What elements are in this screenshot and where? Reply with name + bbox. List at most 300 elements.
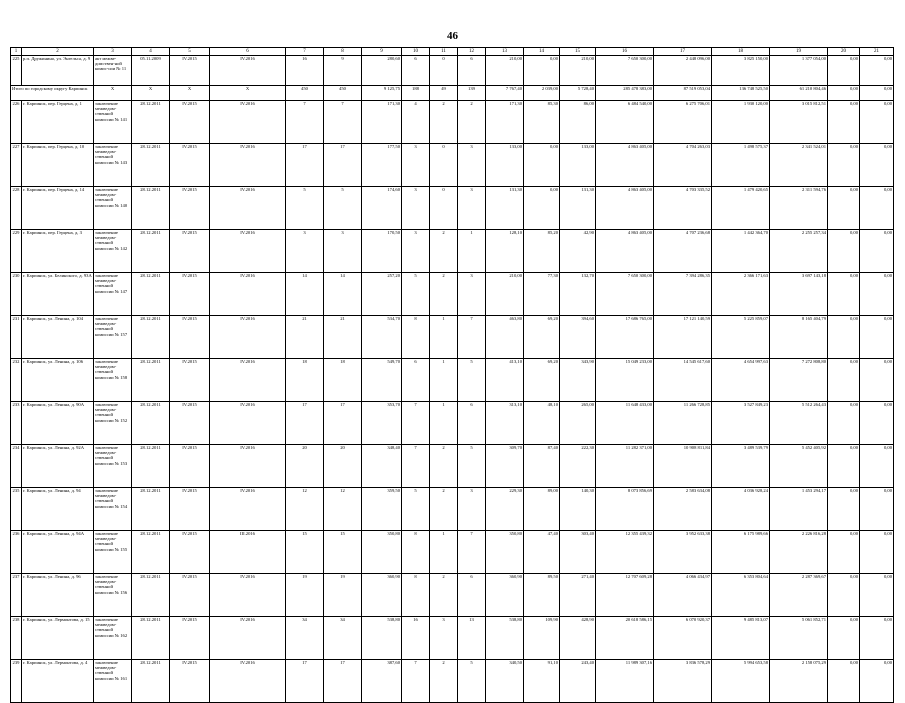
column-number-header: 14 <box>524 48 560 56</box>
table-cell: 171,30 <box>486 101 524 144</box>
table-cell: 7 <box>458 531 486 574</box>
table-cell: г. Карпинск, ул. Ленина, д. 96 <box>22 574 94 617</box>
table-cell: 0,00 <box>828 359 860 402</box>
table-cell: 237 <box>11 574 22 617</box>
table-cell: 17 <box>324 144 362 187</box>
table-cell: 6 <box>458 56 486 86</box>
table-cell: 4 654 997,63 <box>712 359 770 402</box>
table-cell: 340,50 <box>486 660 524 703</box>
table-cell: 243,40 <box>560 660 596 703</box>
table-cell: 0,00 <box>860 273 894 316</box>
table-cell: IV.2016 <box>210 359 286 402</box>
table-cell: 34 <box>324 617 362 660</box>
table-cell: 21 <box>324 316 362 359</box>
table-cell: 4 066 434,97 <box>654 574 712 617</box>
table-cell: 350,80 <box>362 531 402 574</box>
table-cell: 171,30 <box>362 101 402 144</box>
table-cell: 86,00 <box>560 101 596 144</box>
table-cell: 17 <box>324 402 362 445</box>
table-cell: г. Карпинск, ул. Ленина, д. 94А <box>22 531 94 574</box>
table-cell: 3 825 150,00 <box>712 56 770 86</box>
table-cell: 0,00 <box>828 56 860 86</box>
table-cell: 5 994 653,58 <box>712 660 770 703</box>
table-cell: 2 <box>430 101 458 144</box>
table-cell: 28.12.2011 <box>132 488 170 531</box>
table-cell: 0,00 <box>828 402 860 445</box>
table-cell: 16 <box>286 56 324 86</box>
table-cell: заключение межведом-ственной комиссии № 155 <box>94 531 132 574</box>
table-cell: г. Карпинск, пер. Герцена, д. 14 <box>22 187 94 230</box>
table-cell: 19 <box>324 574 362 617</box>
column-number-header: 12 <box>458 48 486 56</box>
table-cell: 5 <box>324 187 362 230</box>
table-cell: 227 <box>11 144 22 187</box>
table-cell: 0,00 <box>828 488 860 531</box>
table-cell: 2 <box>430 445 458 488</box>
table-cell: 15 <box>286 531 324 574</box>
table-cell: 10 908 811,84 <box>654 445 712 488</box>
table-cell: 131,30 <box>560 187 596 230</box>
table-cell: 538,80 <box>362 617 402 660</box>
column-number-header: 18 <box>712 48 770 56</box>
table-cell: 28.12.2011 <box>132 316 170 359</box>
table-cell: 85,20 <box>524 230 560 273</box>
table-cell: заключение межведом-ственной комиссии № 154 <box>94 488 132 531</box>
table-cell: 0,00 <box>524 187 560 230</box>
table-cell: 3 836 578,29 <box>654 660 712 703</box>
table-cell: IV.2015 <box>170 101 210 144</box>
table-cell: 11 282 371,00 <box>596 445 654 488</box>
table-cell: 18 <box>324 359 362 402</box>
table-cell: 0,00 <box>828 230 860 273</box>
table-cell: IV.2016 <box>210 445 286 488</box>
table-cell: заключение межведом-ственной комиссии № 158 <box>94 359 132 402</box>
table-cell: г. Карпинск, ул. Лермонтова, д. 4 <box>22 660 94 703</box>
table-cell: 8 <box>402 574 430 617</box>
table-cell: 0,00 <box>828 445 860 488</box>
table-cell: заключение межведом-ственной комиссии № 147 <box>94 273 132 316</box>
table-cell: 6 175 989,66 <box>712 531 770 574</box>
table-cell: 16 <box>402 617 430 660</box>
table-cell: заключение межведом-ственной комиссии № 156 <box>94 574 132 617</box>
table-cell: 9 <box>324 56 362 86</box>
table-row <box>11 144 894 187</box>
table-cell: 210,00 <box>486 56 524 86</box>
table-cell: 28.12.2011 <box>132 531 170 574</box>
table-cell: 0,00 <box>828 574 860 617</box>
total-cell: 0,00 <box>860 86 894 101</box>
table-cell: 226 <box>11 101 22 144</box>
table-cell: 133,00 <box>560 144 596 187</box>
table-cell: 11 989 307,16 <box>596 660 654 703</box>
table-cell: г. Карпинск, пер. Герцена, д. 1 <box>22 101 94 144</box>
total-cell: X <box>94 86 132 101</box>
table-cell: заключение межведом-ственной комиссии № 142 <box>94 230 132 273</box>
table-cell: 77,30 <box>524 273 560 316</box>
table-body <box>11 56 894 703</box>
table-cell: 0,00 <box>860 531 894 574</box>
total-cell: 0,00 <box>828 86 860 101</box>
table-cell: 14 <box>324 273 362 316</box>
table-cell: IV.2016 <box>210 402 286 445</box>
table-cell: 2 311 594,76 <box>770 187 828 230</box>
table-cell: 359,50 <box>362 488 402 531</box>
table-cell: 2 <box>430 660 458 703</box>
table-cell: IV.2015 <box>170 56 210 86</box>
table-cell: 7 <box>402 660 430 703</box>
table-cell: 12 <box>286 488 324 531</box>
table-row <box>11 660 894 703</box>
table-cell: 428,90 <box>560 617 596 660</box>
table-cell: 2 366 171,63 <box>712 273 770 316</box>
column-number-header: 4 <box>132 48 170 56</box>
table-cell: 140,30 <box>560 488 596 531</box>
table-cell: 28.12.2011 <box>132 144 170 187</box>
table-cell: 0,00 <box>860 101 894 144</box>
table-cell: 3 952 633,38 <box>654 531 712 574</box>
table-cell: 0,00 <box>828 101 860 144</box>
table-cell: IV.2015 <box>170 574 210 617</box>
table-cell: 19 <box>286 574 324 617</box>
table-cell: 0,00 <box>828 617 860 660</box>
table-row <box>11 56 894 86</box>
total-cell: 139 <box>458 86 486 101</box>
table-cell: 1 442 364,70 <box>712 230 770 273</box>
table-cell: 128,10 <box>486 230 524 273</box>
table-cell: IV.2015 <box>170 531 210 574</box>
table-cell: 1 453 294,17 <box>770 488 828 531</box>
total-cell: 188 <box>402 86 430 101</box>
table-cell: 394,60 <box>560 316 596 359</box>
page-number: 46 <box>447 30 458 42</box>
table-cell: 0,00 <box>828 144 860 187</box>
table-row <box>11 617 894 660</box>
table-cell: 28.12.2011 <box>132 445 170 488</box>
table-cell: 3 <box>458 488 486 531</box>
table-cell: 2 <box>430 230 458 273</box>
total-label: Итого по городскому округу Карпинск <box>11 86 94 101</box>
table-cell: 343,90 <box>560 359 596 402</box>
table-cell: 91,10 <box>524 660 560 703</box>
table-cell: 8 <box>402 531 430 574</box>
table-cell: 109,90 <box>524 617 560 660</box>
total-cell: 9 125,75 <box>362 86 402 101</box>
table-cell: 131,30 <box>486 187 524 230</box>
table-cell: 34 <box>286 617 324 660</box>
column-number-header: 7 <box>286 48 324 56</box>
table-cell: 7 <box>286 101 324 144</box>
table-cell: 4 707 236,68 <box>654 230 712 273</box>
table-cell: 2 287 369,67 <box>770 574 828 617</box>
table-cell: III.2016 <box>210 531 286 574</box>
table-cell: 0,00 <box>860 574 894 617</box>
table-cell: 210,00 <box>486 273 524 316</box>
table-cell: 15 <box>324 531 362 574</box>
table-cell: 21 <box>286 316 324 359</box>
table-cell: 12 <box>324 488 362 531</box>
table-cell: 3 <box>430 617 458 660</box>
table-cell: 0,00 <box>860 617 894 660</box>
table-cell: 17 121 140,59 <box>654 316 712 359</box>
table-cell: IV.2016 <box>210 101 286 144</box>
table-cell: заключение межведом-ственной комиссии № 143 <box>94 144 132 187</box>
table-cell: 28.12.2011 <box>132 574 170 617</box>
column-number-header: 9 <box>362 48 402 56</box>
table-cell: 413,10 <box>486 359 524 402</box>
table-cell: г. Карпинск, ул. Ленина, д. 104 <box>22 316 94 359</box>
table-cell: 0,00 <box>828 660 860 703</box>
table-cell: 2 583 634,08 <box>654 488 712 531</box>
table-cell: 235 <box>11 488 22 531</box>
column-number-header: 6 <box>210 48 286 56</box>
table-cell: 303,40 <box>560 531 596 574</box>
table-cell: 1 <box>430 316 458 359</box>
table-cell: 0,00 <box>828 273 860 316</box>
table-cell: IV.2015 <box>170 316 210 359</box>
table-cell: 238 <box>11 617 22 660</box>
total-cell: 87 519 053,04 <box>654 86 712 101</box>
table-cell: 12 707 609,28 <box>596 574 654 617</box>
table-cell: г. Карпинск, ул. Лермонтова, д. 15 <box>22 617 94 660</box>
table-cell: 4 863 405,00 <box>596 144 654 187</box>
table-cell: г. Карпинск, ул. Ленина, д. 92А <box>22 445 94 488</box>
table-cell: 7 650 300,00 <box>596 273 654 316</box>
table-cell: 0,00 <box>828 316 860 359</box>
table-cell: 05.11.2009 <box>132 56 170 86</box>
table-cell: 17 <box>286 402 324 445</box>
total-cell: X <box>132 86 170 101</box>
table-cell: 222,30 <box>560 445 596 488</box>
table-cell: 6 353 804,64 <box>712 574 770 617</box>
table-cell: 85,30 <box>524 101 560 144</box>
table-cell: IV.2016 <box>210 230 286 273</box>
table-cell: 360,90 <box>362 574 402 617</box>
table-cell: 233 <box>11 402 22 445</box>
total-cell: 2 039,00 <box>524 86 560 101</box>
table-row <box>11 574 894 617</box>
table-cell: заключение межведом-ственной комиссии № 153 <box>94 445 132 488</box>
table-cell: г. Карпинск, пер. Герцена, д. 10 <box>22 144 94 187</box>
table-cell: 7 <box>324 101 362 144</box>
table-cell: 14 545 617,60 <box>654 359 712 402</box>
table-cell: IV.2016 <box>210 617 286 660</box>
table-cell: 0,00 <box>860 402 894 445</box>
table-cell: 28.12.2011 <box>132 273 170 316</box>
table-cell: 7 <box>402 445 430 488</box>
table-cell: 28.12.2011 <box>132 101 170 144</box>
housing-register-table <box>10 47 894 703</box>
table-cell: IV.2016 <box>210 488 286 531</box>
table-cell: 350,80 <box>486 531 524 574</box>
table-cell: 1 377 054,00 <box>770 56 828 86</box>
table-cell: 28.12.2011 <box>132 230 170 273</box>
table-row <box>11 488 894 531</box>
table-cell: 7 272 808,80 <box>770 359 828 402</box>
table-cell: 0 <box>430 187 458 230</box>
table-cell: IV.2015 <box>170 488 210 531</box>
total-cell: X <box>210 86 286 101</box>
table-cell: г. Карпинск, ул. Ленина, д. 94 <box>22 488 94 531</box>
table-cell: 0,00 <box>524 56 560 86</box>
table-cell: 549,70 <box>362 359 402 402</box>
table-cell: 28.12.2011 <box>132 617 170 660</box>
table-cell: 133,00 <box>486 144 524 187</box>
table-cell: 48,10 <box>524 402 560 445</box>
table-cell: 5 <box>458 660 486 703</box>
table-cell: IV.2016 <box>210 273 286 316</box>
column-number-header: 13 <box>486 48 524 56</box>
table-cell: 5 <box>286 187 324 230</box>
table-cell: 360,90 <box>486 574 524 617</box>
table-cell: 353,70 <box>362 402 402 445</box>
table-cell: 232 <box>11 359 22 402</box>
column-number-header: 21 <box>860 48 894 56</box>
table-cell: 4 863 405,00 <box>596 230 654 273</box>
table-cell: 3 489 539,79 <box>712 445 770 488</box>
table-row <box>11 359 894 402</box>
table-cell: 4 036 928,24 <box>712 488 770 531</box>
table-cell: 4 704 263,03 <box>654 144 712 187</box>
table-cell: 17 <box>324 660 362 703</box>
table-cell: 7 <box>458 316 486 359</box>
table-row <box>11 316 894 359</box>
table-cell: 2 <box>458 101 486 144</box>
table-row <box>11 445 894 488</box>
table-cell: 69,20 <box>524 316 560 359</box>
table-cell: IV.2015 <box>170 273 210 316</box>
table-cell: 0,00 <box>860 316 894 359</box>
table-cell: 17 686 765,00 <box>596 316 654 359</box>
table-cell: 1 <box>430 402 458 445</box>
table-cell: 3 <box>402 144 430 187</box>
table-cell: 6 <box>402 56 430 86</box>
column-number-header: 16 <box>596 48 654 56</box>
total-cell: 450 <box>324 86 362 101</box>
table-cell: 1 <box>430 359 458 402</box>
table-cell: заключение межведом-ственной комиссии № 140 <box>94 187 132 230</box>
table-cell: 0,00 <box>860 187 894 230</box>
table-cell: IV.2016 <box>210 574 286 617</box>
table-cell: IV.2015 <box>170 617 210 660</box>
table-cell: 0,00 <box>860 359 894 402</box>
table-cell: 170,50 <box>362 230 402 273</box>
table-cell: 0,00 <box>860 445 894 488</box>
table-cell: 236 <box>11 531 22 574</box>
table-cell: 3 <box>402 187 430 230</box>
table-row <box>11 531 894 574</box>
table-cell: 0 <box>430 144 458 187</box>
table-cell: 6 <box>402 359 430 402</box>
table-cell: 17 <box>286 660 324 703</box>
column-number-header: 11 <box>430 48 458 56</box>
table-cell: 534,70 <box>362 316 402 359</box>
table-cell: 229,30 <box>486 488 524 531</box>
table-cell: 2 255 257,34 <box>770 230 828 273</box>
table-cell: 89,00 <box>524 488 560 531</box>
table-cell: 7 650 300,00 <box>596 56 654 86</box>
table-cell: 20 618 586,15 <box>596 617 654 660</box>
column-number-header: 8 <box>324 48 362 56</box>
table-cell: 271,40 <box>560 574 596 617</box>
table-cell: 1 479 420,65 <box>712 187 770 230</box>
table-cell: IV.2016 <box>210 144 286 187</box>
table-cell: 13 <box>458 617 486 660</box>
table-cell: 463,80 <box>486 316 524 359</box>
total-cell: 450 <box>286 86 324 101</box>
table-cell: заключение межведом-ственной комиссии № 161 <box>94 660 132 703</box>
table-row <box>11 402 894 445</box>
table-cell: 11 648 433,00 <box>596 402 654 445</box>
table-cell: 20 <box>286 445 324 488</box>
table-cell: IV.2015 <box>170 402 210 445</box>
table-cell: 47,40 <box>524 531 560 574</box>
table-row <box>11 230 894 273</box>
table-cell: 132,70 <box>560 273 596 316</box>
table-cell: 2 158 075,29 <box>770 660 828 703</box>
table-cell: 28.12.2011 <box>132 660 170 703</box>
table-cell: заключение межведом-ственной комиссии № 141 <box>94 101 132 144</box>
table-cell: 0,00 <box>828 531 860 574</box>
table-cell: 5 512 264,43 <box>770 402 828 445</box>
column-number-header: 5 <box>170 48 210 56</box>
table-cell: заключение межведом-ственной комиссии № 152 <box>94 402 132 445</box>
table-cell: 210,00 <box>560 56 596 86</box>
table-cell: акт межве-домствен-ной комис-сии № 11 <box>94 56 132 86</box>
table-cell: 3 527 849,23 <box>712 402 770 445</box>
table-cell: 3 015 812,51 <box>770 101 828 144</box>
table-cell: 0,00 <box>860 56 894 86</box>
table-cell: 2 <box>430 488 458 531</box>
table-cell: IV.2015 <box>170 187 210 230</box>
column-number-header: 3 <box>94 48 132 56</box>
table-cell: 2 <box>430 574 458 617</box>
table-cell: 5 061 852,71 <box>770 617 828 660</box>
table-cell: 0,00 <box>860 144 894 187</box>
table-cell: 174,60 <box>362 187 402 230</box>
table-cell: 12 355 439,32 <box>596 531 654 574</box>
table-cell: 3 <box>324 230 362 273</box>
table-cell: 6 275 706,01 <box>654 101 712 144</box>
table-cell: 28.12.2011 <box>132 359 170 402</box>
table-cell: 14 <box>286 273 324 316</box>
table-cell: 6 <box>458 574 486 617</box>
table-row <box>11 101 894 144</box>
table-cell: 5 <box>458 445 486 488</box>
table-cell: 28.12.2011 <box>132 402 170 445</box>
table-cell: IV.2016 <box>210 660 286 703</box>
table-cell: 229 <box>11 230 22 273</box>
table-cell: 5 225 859,07 <box>712 316 770 359</box>
table-cell: 6 070 920,37 <box>654 617 712 660</box>
table-cell: 3 <box>458 187 486 230</box>
table-cell: 69,20 <box>524 359 560 402</box>
table-cell: 348,40 <box>362 445 402 488</box>
table-cell: IV.2015 <box>170 445 210 488</box>
table-cell: заключение межведом-ственной комиссии № 162 <box>94 617 132 660</box>
table-cell: 42,90 <box>560 230 596 273</box>
total-cell: 61 210 804,46 <box>770 86 828 101</box>
column-number-header: 2 <box>22 48 94 56</box>
table-cell: 0,00 <box>860 230 894 273</box>
table-cell: 313,10 <box>486 402 524 445</box>
table-cell: 5 <box>402 273 430 316</box>
table-cell: 6 <box>458 402 486 445</box>
table-cell: 5 <box>458 359 486 402</box>
column-number-header: 1 <box>11 48 22 56</box>
table-cell: 18 <box>286 359 324 402</box>
table-cell: заключение межведом-ственной комиссии № 157 <box>94 316 132 359</box>
table-cell: 3 <box>458 273 486 316</box>
